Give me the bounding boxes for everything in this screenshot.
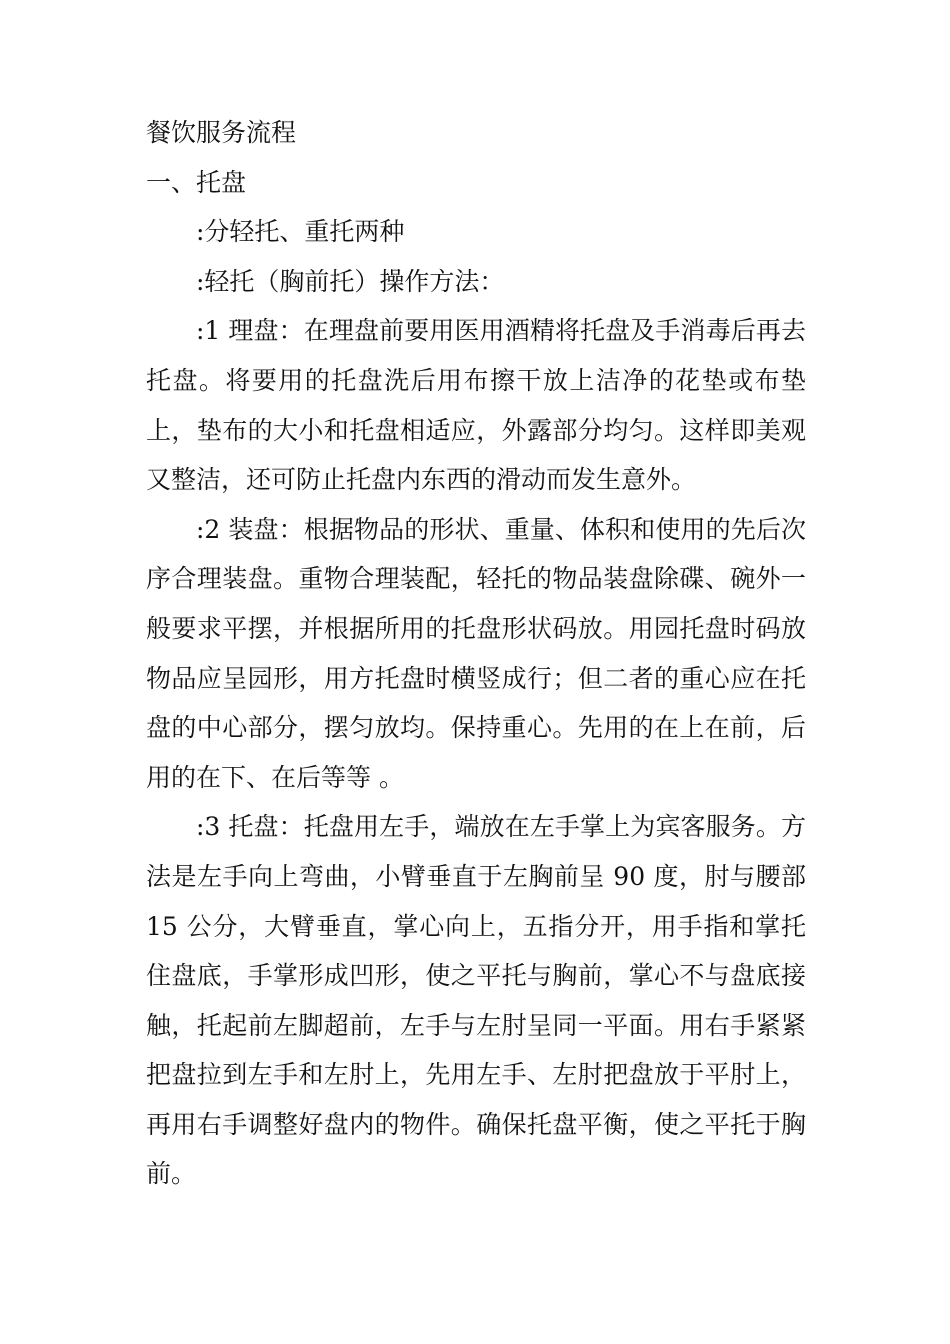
document-title: 餐饮服务流程 xyxy=(146,118,297,147)
section-heading: 一、托盘 xyxy=(146,167,247,197)
paragraph-step-2-loading: :2 装盘：根据物品的形状、重量、体积和使用的先后次序合理装盘。重物合理装配，轻托的物品装盘除碟、碗外一般要求平摆，并根据所用的托盘形状码放。用园托盘时码放物品应呈园形，用方托盘时横竖成行；但二者的重心应在托盘的中心部分，摆匀放均。保持重心。先用的在上在前，后用的在下、在后等等 。 xyxy=(146,514,806,792)
paragraph-light-tray-method: :轻托（胸前托）操作方法： xyxy=(196,266,505,296)
paragraph-step-3-carrying: :3 托盘：托盘用左手，端放在左手掌上为宾客服务。方法是左手向上弯曲，小臂垂直于左胸前呈 90 度，肘与腰部 15 公分，大臂垂直，掌心向上，五指分开，用手指和掌托住盘底，手掌形成凹形，使之平托与胸前，掌心不与盘底接触，托起前左脚超前，左手与左肘呈同一平面。用右手紧紧把盘拉到左手和左肘上，先用左手、左肘把盘放于平肘上，再用右手调整好盘内的物件。确保托盘平衡，使之平托于胸前。 xyxy=(146,812,806,1189)
paragraph-tray-types: :分轻托、重托两种 xyxy=(196,217,405,247)
document-body xyxy=(146,108,806,1199)
paragraph-step-1-tray-preparation: :1 理盘：在理盘前要用医用酒精将托盘及手消毒后再去托盘。将要用的托盘洗后用布擦干放上洁净的花垫或布垫上，垫布的大小和托盘相适应，外露部分均匀。这样即美观又整洁，还可防止托盘内东西的滑动而发生意外。 xyxy=(146,316,806,495)
